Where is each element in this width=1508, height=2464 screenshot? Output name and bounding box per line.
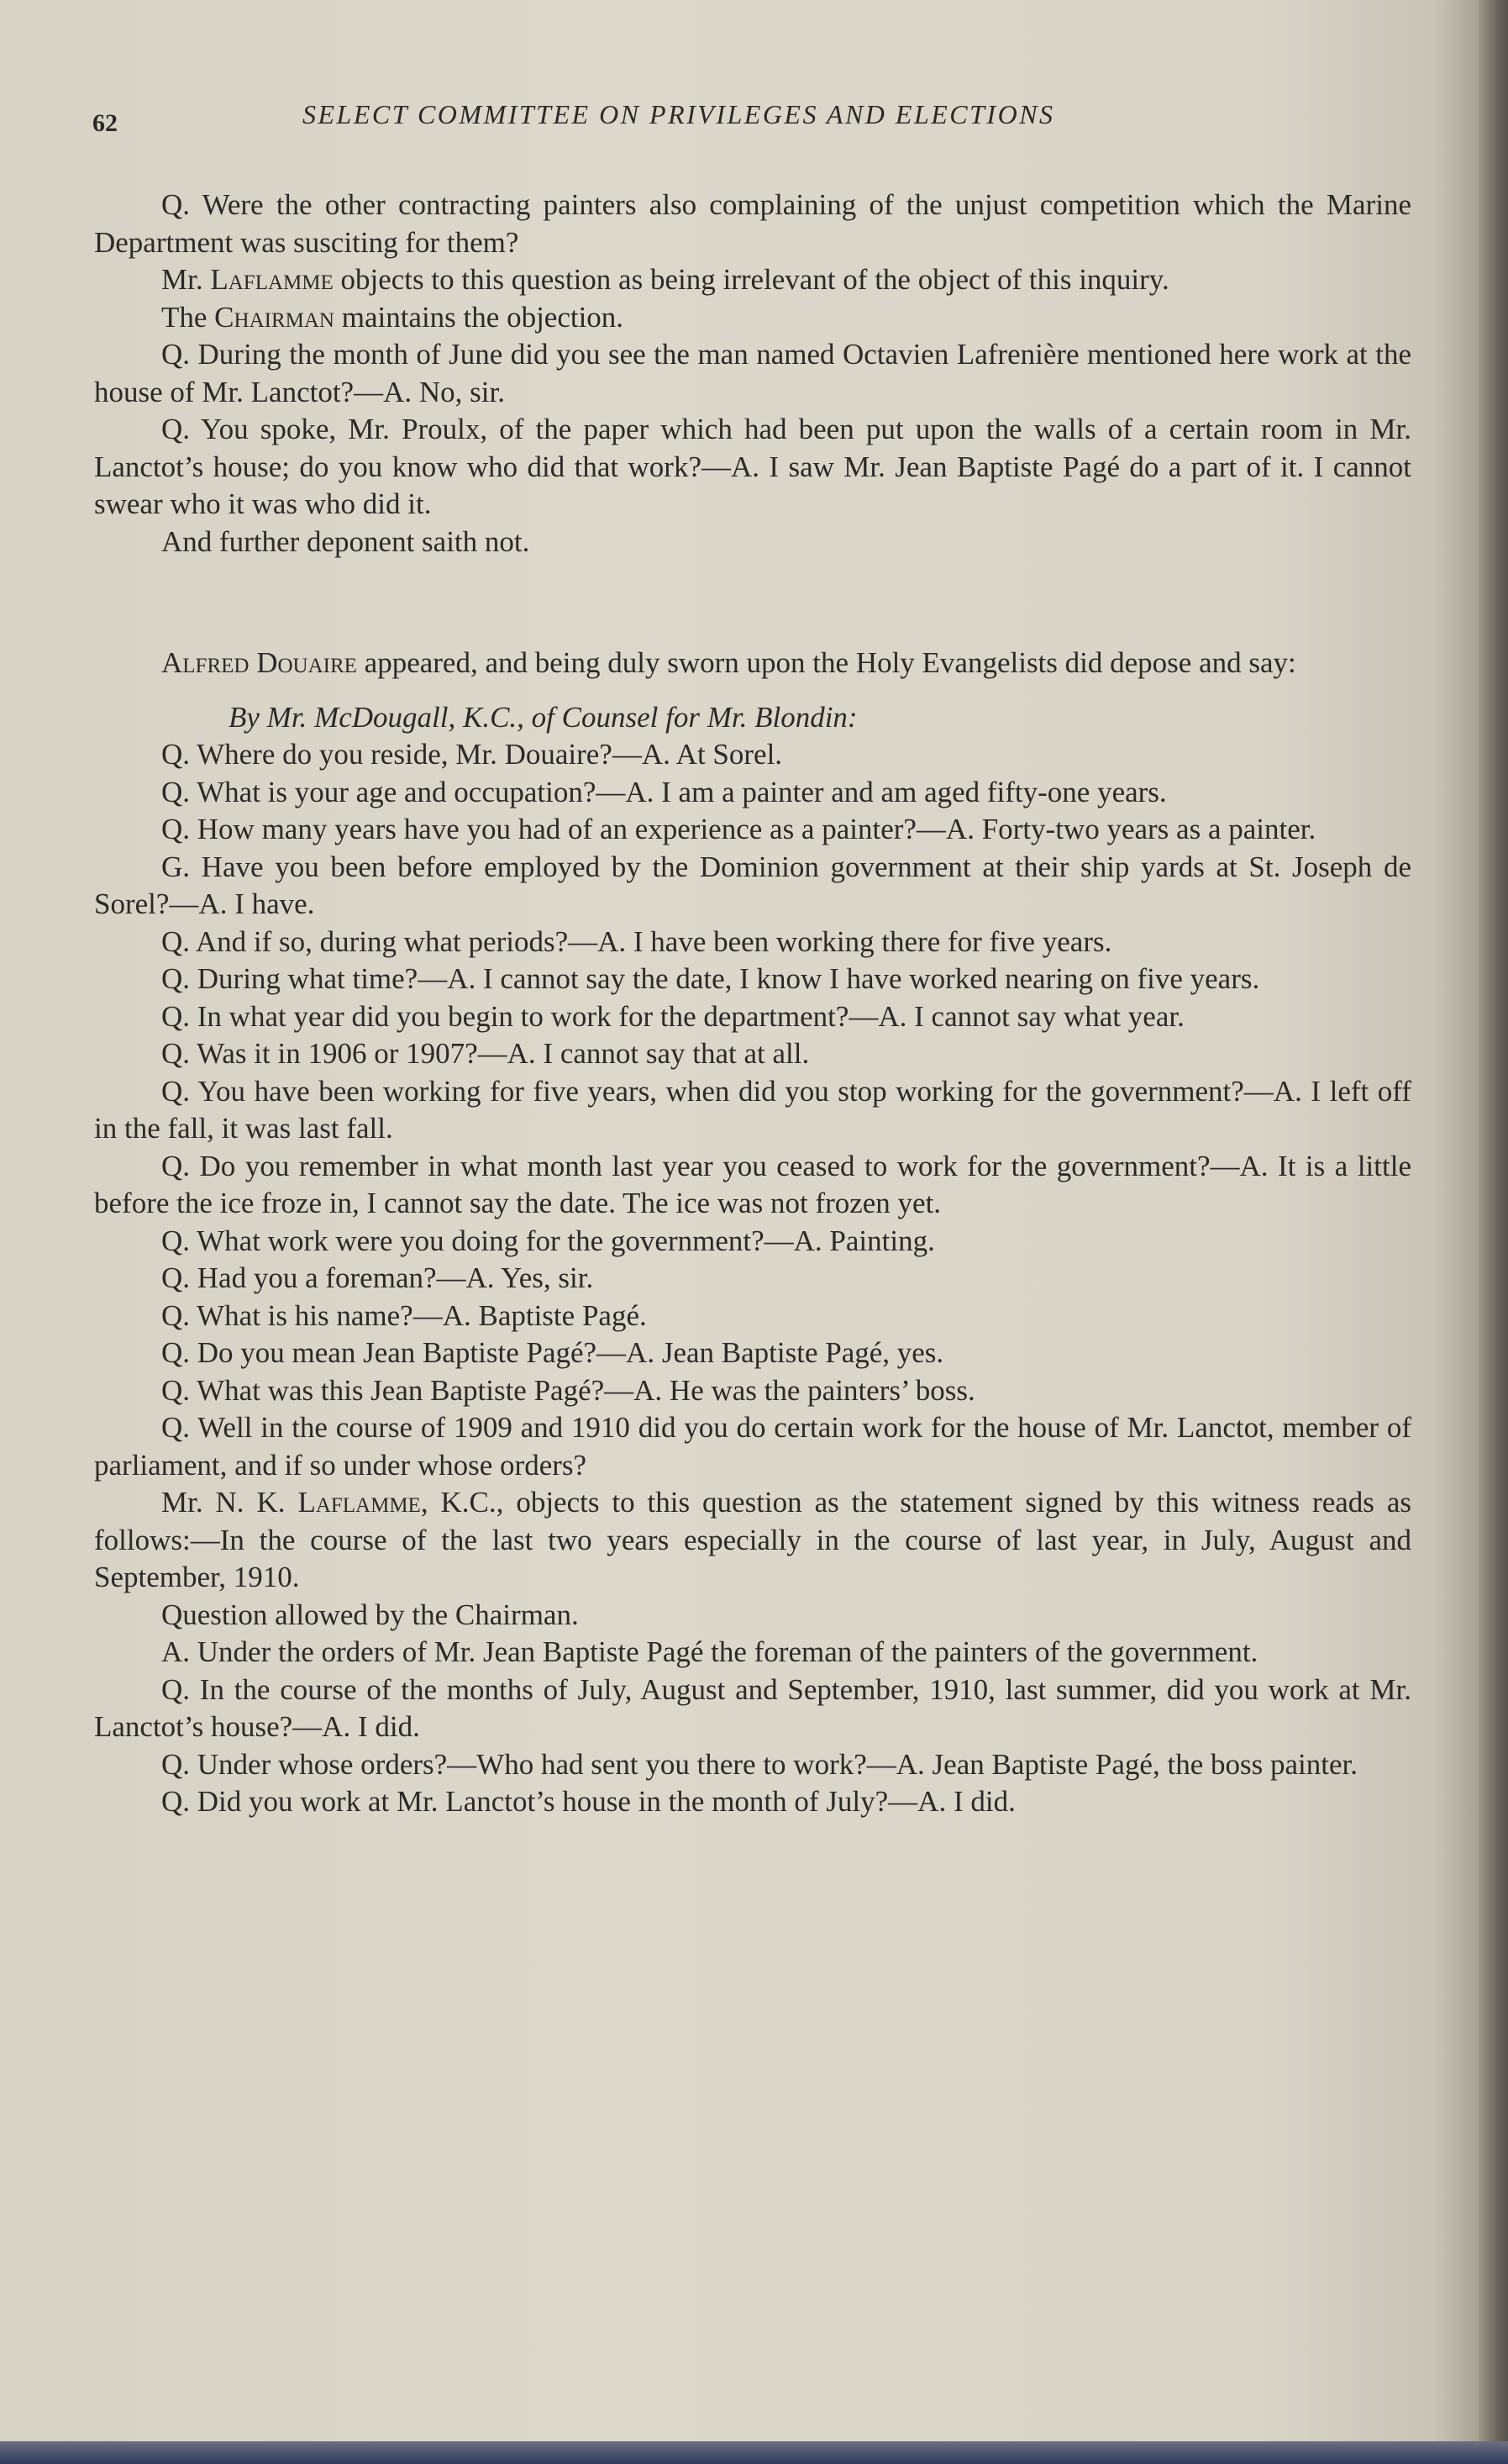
paragraph: Q. You have been working for five years, when did you stop working for the government?—A. I left off in the fall, it was last fall.: [94, 1074, 1411, 1145]
paragraph: Q. Was it in 1906 or 1907?—A. I cannot say that at all.: [161, 1037, 810, 1070]
page-number: 62: [92, 109, 118, 137]
paragraph: Question allowed by the Chairman.: [161, 1598, 579, 1631]
section-gap: [94, 561, 1411, 645]
paragraph: A. Under the orders of Mr. Jean Baptiste Pagé the foreman of the painters of the government.: [161, 1635, 1258, 1668]
paragraph: Mr. N. K. Laflamme, K.C., objects to this question as the statement signed by this witness reads as follows:—In the course of the last two years especially in the course of last year, in July, August and September, 1910.: [94, 1486, 1411, 1593]
paragraph: Q. What was this Jean Baptiste Pagé?—A. He was the painters’ boss.: [161, 1373, 975, 1407]
paragraph: Q. Under whose orders?—Who had sent you there to work?—A. Jean Baptiste Pagé, the boss painter.: [161, 1747, 1358, 1781]
paragraph: Q. Well in the course of 1909 and 1910 did you do certain work for the house of Mr. Lanctot, member of parliament, and if so under whose orders?: [94, 1411, 1411, 1482]
paragraph: G. Have you been before employed by the Dominion government at their ship yards at St. Joseph de Sorel?—A. I have.: [94, 850, 1411, 920]
paragraph: Q. What is your age and occupation?—A. I am a painter and am aged fifty-one years.: [161, 775, 1167, 808]
paragraph: Q. In the course of the months of July, August and September, 1910, last summer, did you work at Mr. Lanctot’s house?—A. I did.: [94, 1672, 1411, 1743]
document-body: [94, 187, 1411, 1821]
examination-byline: By Mr. McDougall, K.C., of Counsel for Mr. Blondin:: [229, 700, 858, 734]
page-header: [92, 94, 1210, 136]
paragraph: Q. How many years have you had of an experience as a painter?—A. Forty-two years as a painter.: [161, 813, 1316, 845]
running-head: SELECT COMMITTEE ON PRIVILEGES AND ELECTIONS: [302, 99, 1055, 129]
paragraph: Q. What is his name?—A. Baptiste Pagé.: [161, 1298, 647, 1332]
paragraph: Q. Do you remember in what month last year you ceased to work for the government?—A. It is a little before the ice froze in, I cannot say the date. The ice was not frozen yet.: [94, 1149, 1411, 1219]
paragraph: Q. During the month of June did you see the man named Octavien Lafrenière mentioned here work at the house of Mr. Lanctot?—A. No, sir.: [94, 338, 1411, 408]
paragraph: Q. In what year did you begin to work for the department?—A. I cannot say what year.: [161, 999, 1185, 1033]
paragraph: Q. During what time?—A. I cannot say the date, I know I have worked nearing on five years.: [161, 962, 1260, 995]
book-cover-strip: [0, 2441, 1508, 2464]
paragraph: Q. Did you work at Mr. Lanctot’s house in the month of July?—A. I did.: [161, 1785, 1016, 1818]
paragraph: Q. You spoke, Mr. Proulx, of the paper which had been put upon the walls of a certain room in Mr. Lanctot’s house; do you know who did that work?—A. I saw Mr. Jean Baptiste Pagé do a part of it. I cannot swear who it was who did it.: [94, 413, 1411, 520]
paragraph: Q. Where do you reside, Mr. Douaire?—A. At Sorel.: [161, 738, 783, 771]
paragraph: Q. Had you a foreman?—A. Yes, sir.: [161, 1261, 594, 1294]
paragraph: Q. Do you mean Jean Baptiste Pagé?—A. Jean Baptiste Pagé, yes.: [161, 1336, 944, 1369]
paragraph: And further deponent saith not.: [161, 524, 530, 558]
paragraph: Mr. Laflamme objects to this question as being irrelevant of the object of this inquiry.: [161, 263, 1169, 296]
paragraph: Q. And if so, during what periods?—A. I have been working there for five years.: [161, 924, 1112, 958]
book-binding-edge: [1479, 0, 1508, 2464]
paragraph: Q. What work were you doing for the government?—A. Painting.: [161, 1224, 935, 1257]
witness-intro: Alfred Douaire appeared, and being duly sworn upon the Holy Evangelists did depose and say:: [161, 646, 1296, 679]
paragraph: The Chairman maintains the objection.: [161, 300, 624, 334]
paragraph: Q. Were the other contracting painters also complaining of the unjust competition which the Marine Department was susciting for them?: [94, 188, 1411, 259]
